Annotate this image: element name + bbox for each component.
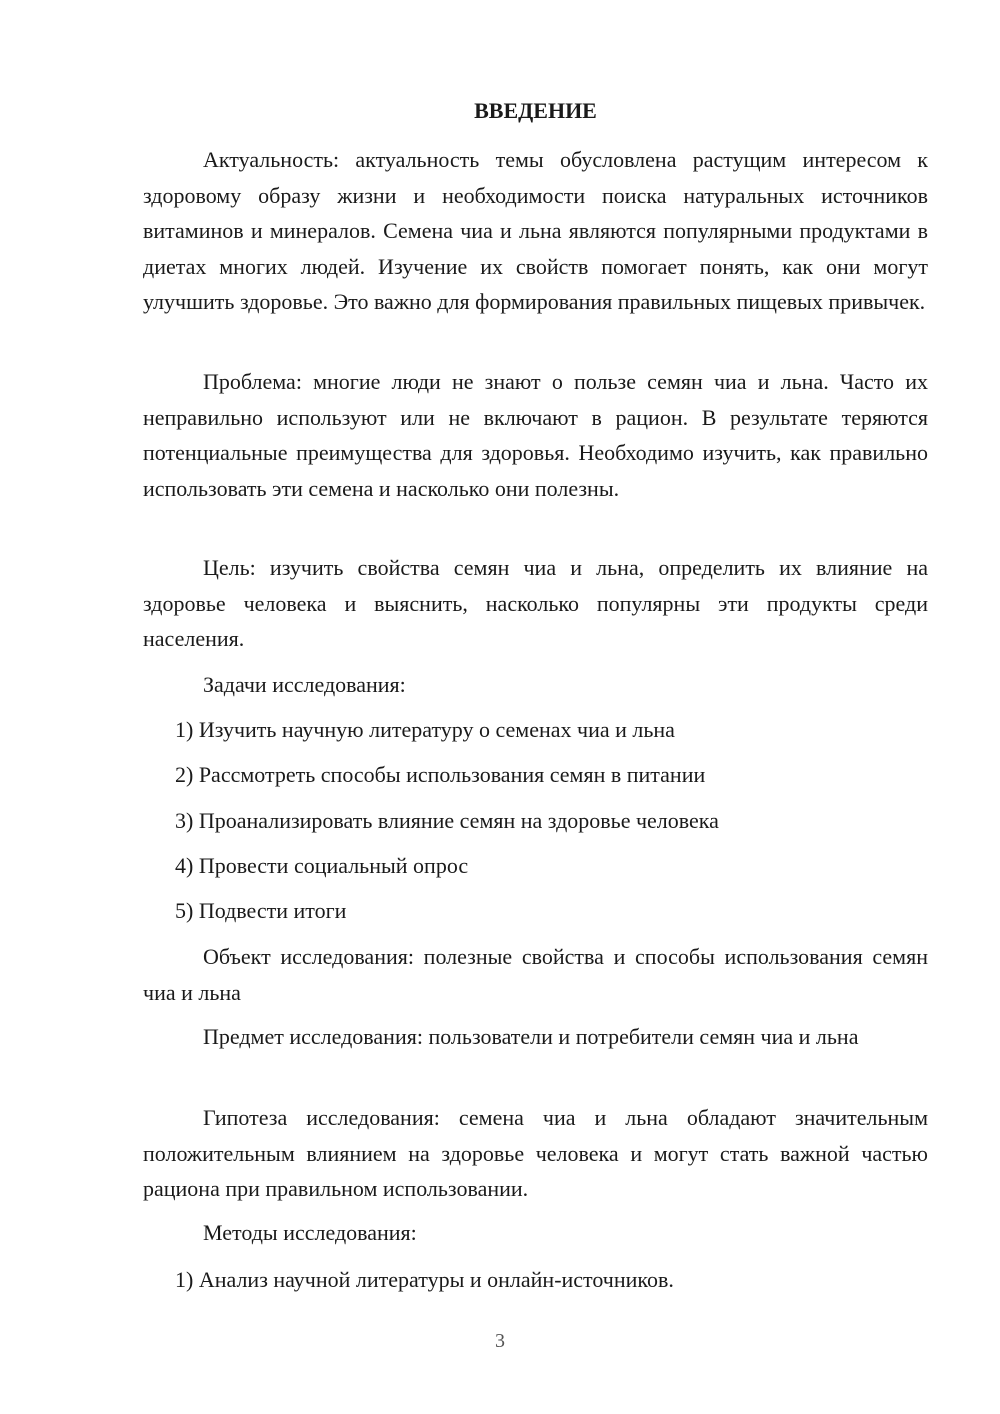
subject-paragraph: Предмет исследования: пользователи и потребители семян чиа и льна	[203, 1024, 859, 1049]
page-number: 3	[495, 1330, 505, 1352]
object-paragraph: Объект исследования: полезные свойства и способы использования семян чиа и льна	[143, 944, 928, 1005]
tasks-heading: Задачи исследования:	[203, 672, 406, 697]
method-item: 1) Анализ научной литературы и онлайн-источников.	[175, 1267, 674, 1292]
task-item: 4) Провести социальный опрос	[175, 853, 469, 878]
problem-paragraph: Проблема: многие люди не знают о пользе семян чиа и льна. Часто их неправильно используют или не включают в рацион. В результате теряются потенциальные преимущества для здоровья. Необходимо изучить, как правильно использовать эти семена и насколько они полезны.	[143, 369, 928, 501]
section-title: ВВЕДЕНИЕ	[474, 98, 597, 123]
relevance-paragraph: Актуальность: актуальность темы обусловлена растущим интересом к здоровому образу жизни и необходимости поиска натуральных источников витаминов и минералов. Семена чиа и льна являются популярными продуктами в диетах многих людей. Изучение их свойств помогает понять, как они могут улучшить здоровье. Это важно для формирования правильных пищевых привычек.	[143, 147, 928, 314]
goal-paragraph: Цель: изучить свойства семян чиа и льна, определить их влияние на здоровье человека и выяснить, насколько популярны эти продукты среди населения.	[143, 555, 928, 651]
methods-heading: Методы исследования:	[203, 1220, 417, 1245]
hypothesis-paragraph: Гипотеза исследования: семена чиа и льна обладают значительным положительным влиянием на здоровье человека и могут стать важной частью рациона при правильном использовании.	[143, 1105, 928, 1201]
task-item: 3) Проанализировать влияние семян на здоровье человека	[175, 808, 719, 833]
task-item: 5) Подвести итоги	[175, 898, 347, 923]
task-item: 2) Рассмотреть способы использования семян в питании	[175, 762, 706, 787]
task-item: 1) Изучить научную литературу о семенах чиа и льна	[175, 717, 675, 742]
